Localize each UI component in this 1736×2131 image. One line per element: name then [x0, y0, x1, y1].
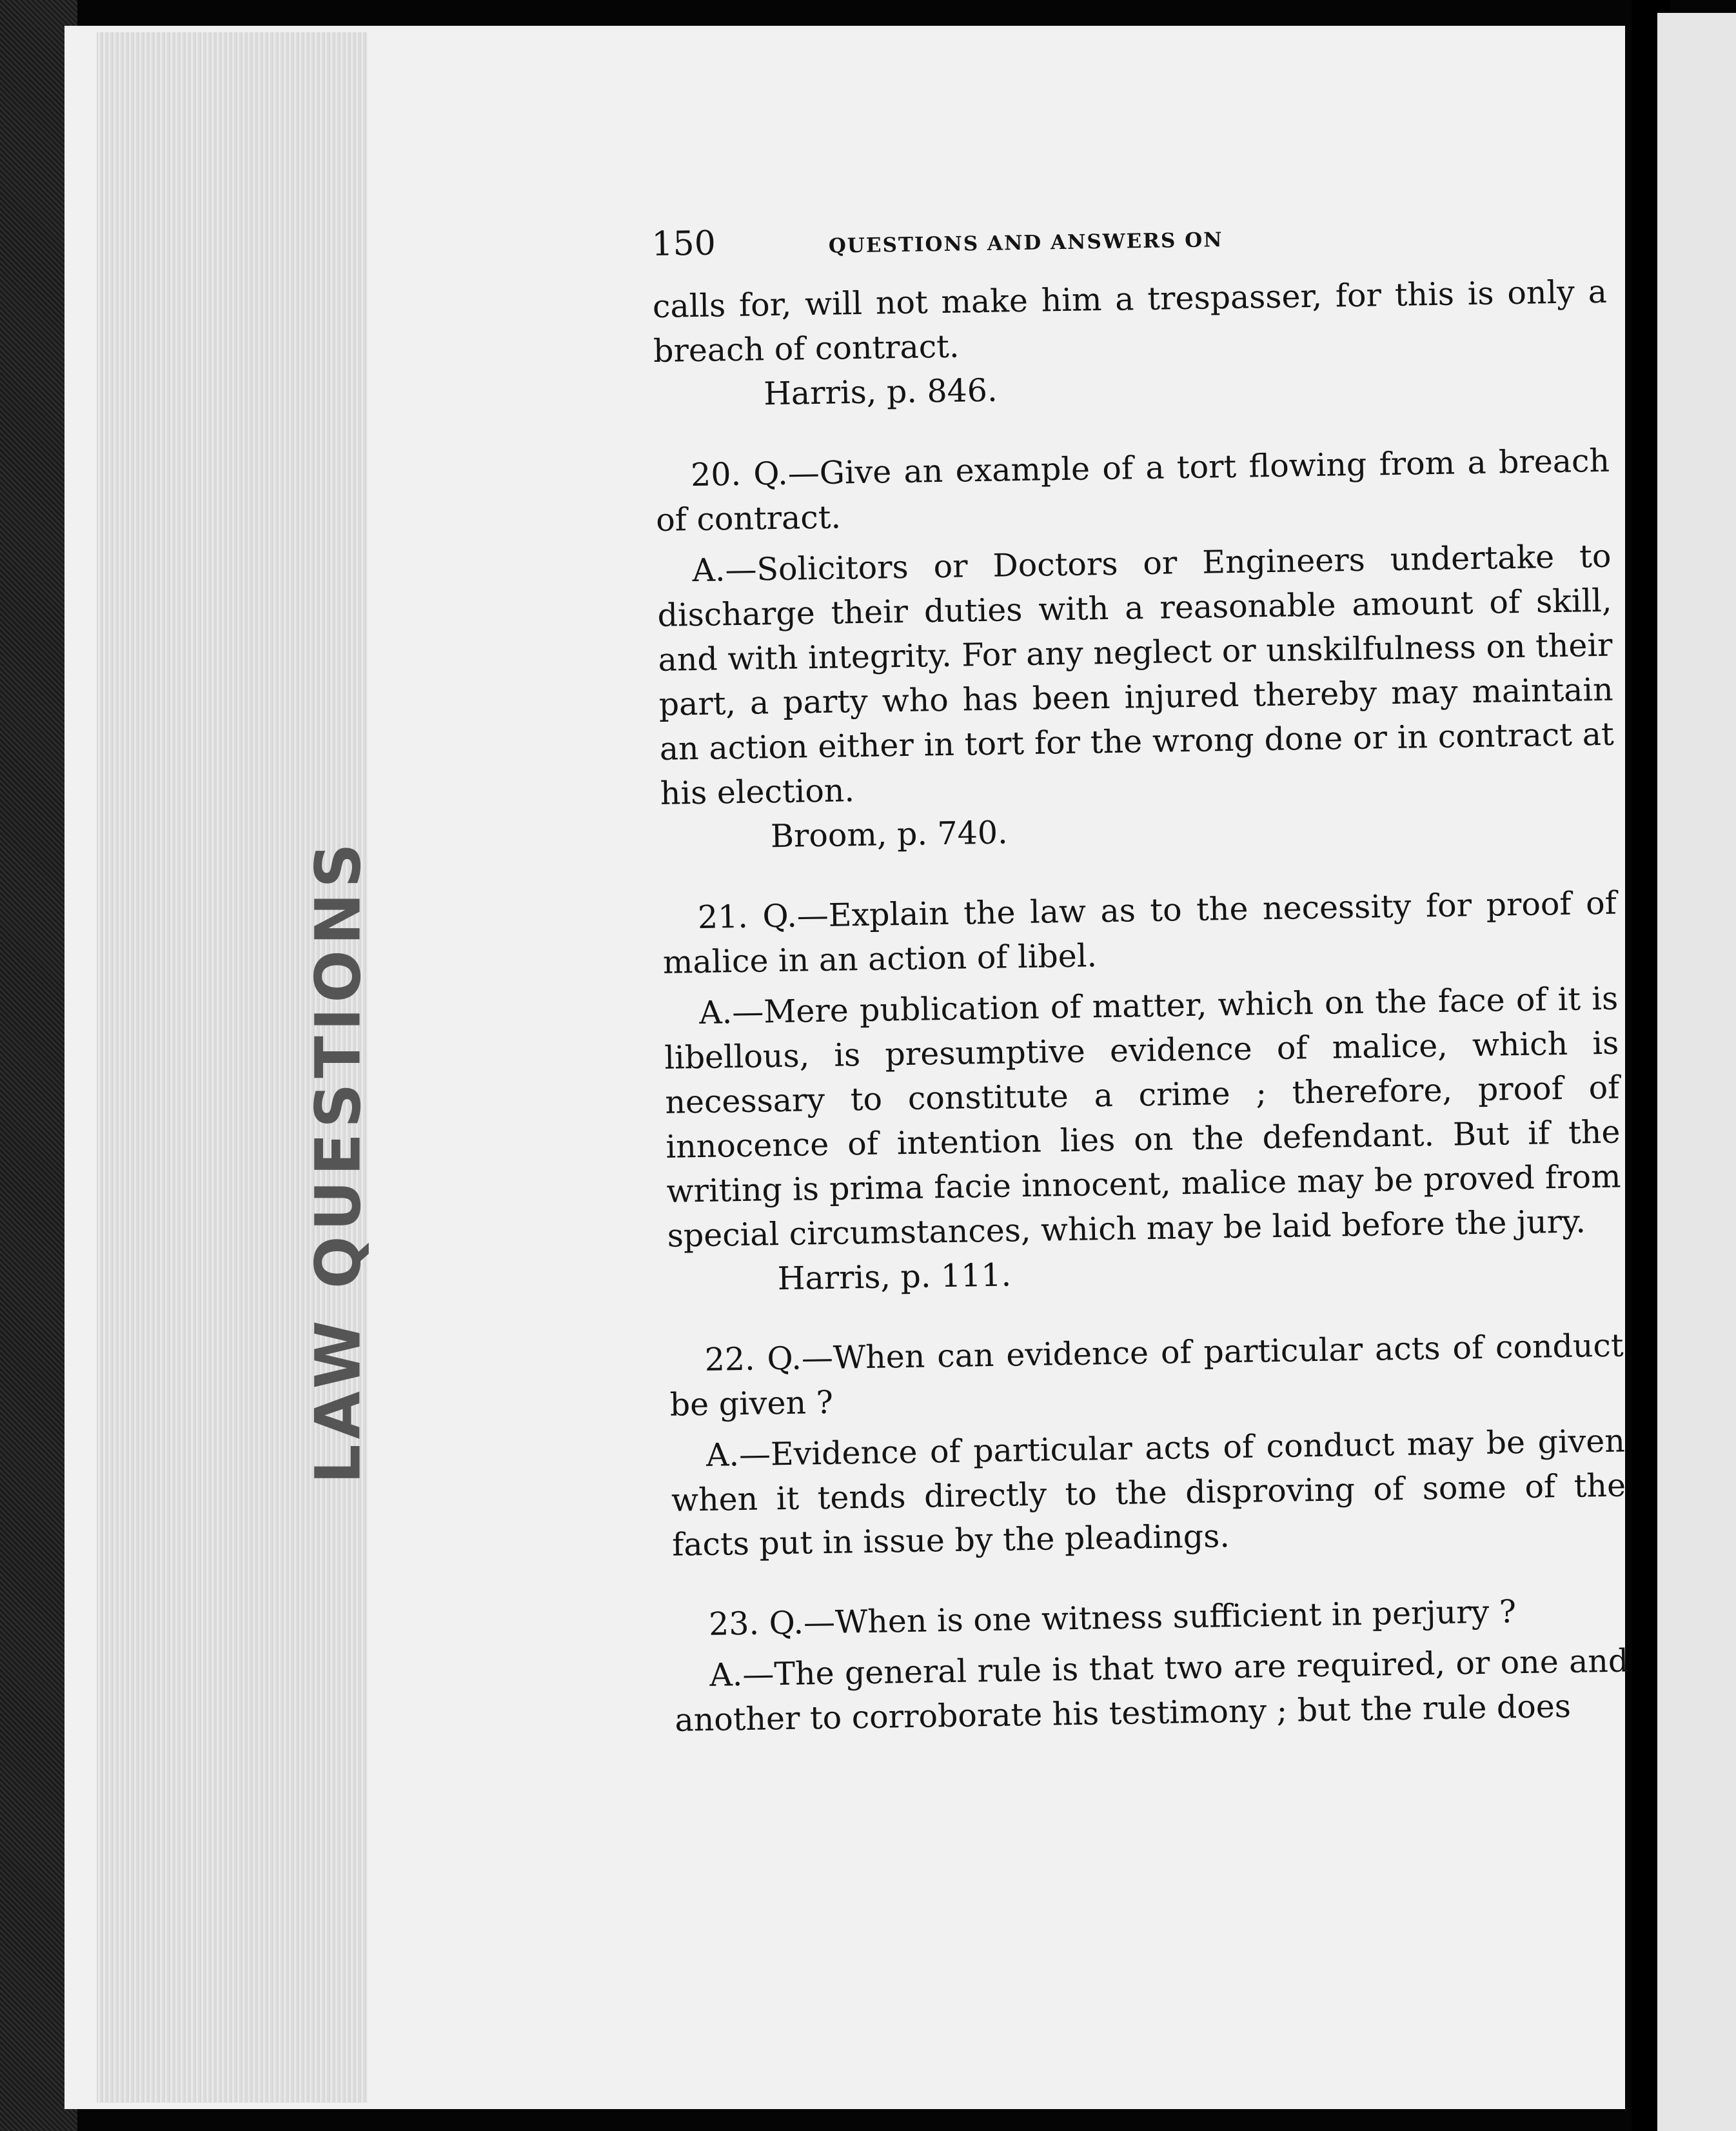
spine-label-text: LAW QUESTIONS	[302, 838, 375, 1484]
answer-23: A.—The general rule is that two are required, or one and another to corroborate his testimony ; but the rule does	[675, 1642, 1629, 1739]
question-21: 21. Q.—Explain the law as to the necessity for proof of malice in an action of libel.	[662, 884, 1617, 981]
answer-21: A.—Mere publication of matter, which on the face of it is libellous, is presumptive evidence of malice, which is necessary to constitute a crime ; therefore, proof of innocence of intention lies on the defendant. But if the writing is prima facie innocent, malice may be proved from special circumstances, which may be laid before the jury.	[664, 980, 1621, 1254]
citation-21: Harris, p. 111.	[777, 1256, 1012, 1298]
continuation-text: calls for, will not make him a trespasser, for this is only a breach of contract.	[652, 273, 1608, 370]
answer-20: A.—Solicitors or Doctors or Engineers undertake to discharge their duties with a reasonable amount of skill, and with integrity. For any neglect or unskilfulness on their part, a party who has been injured thereby may maintain an action either in tort for the wrong done or in contract at his election.	[657, 537, 1615, 812]
answer-22: A.—Evidence of particular acts of conduct may be given when it tends directly to the disproving of some of the facts put in issue by the pleadings.	[671, 1422, 1626, 1563]
question-23: 23. Q.—When is one witness sufficient in perjury ?	[708, 1593, 1517, 1643]
page-text	[651, 208, 1630, 1743]
citation: Harris, p. 846.	[763, 372, 998, 413]
running-head: QUESTIONS AND ANSWERS ON	[828, 228, 1223, 258]
question-22: 22. Q.—When can evidence of particular acts of conduct be given ?	[669, 1327, 1624, 1423]
page-number: 150	[651, 224, 716, 264]
citation-20: Broom, p. 740.	[770, 814, 1009, 855]
adjacent-page	[1657, 13, 1736, 2131]
question-20: 20. Q.—Give an example of a tort flowing from a breach of contract.	[655, 442, 1610, 539]
spine-label	[293, 800, 384, 1522]
